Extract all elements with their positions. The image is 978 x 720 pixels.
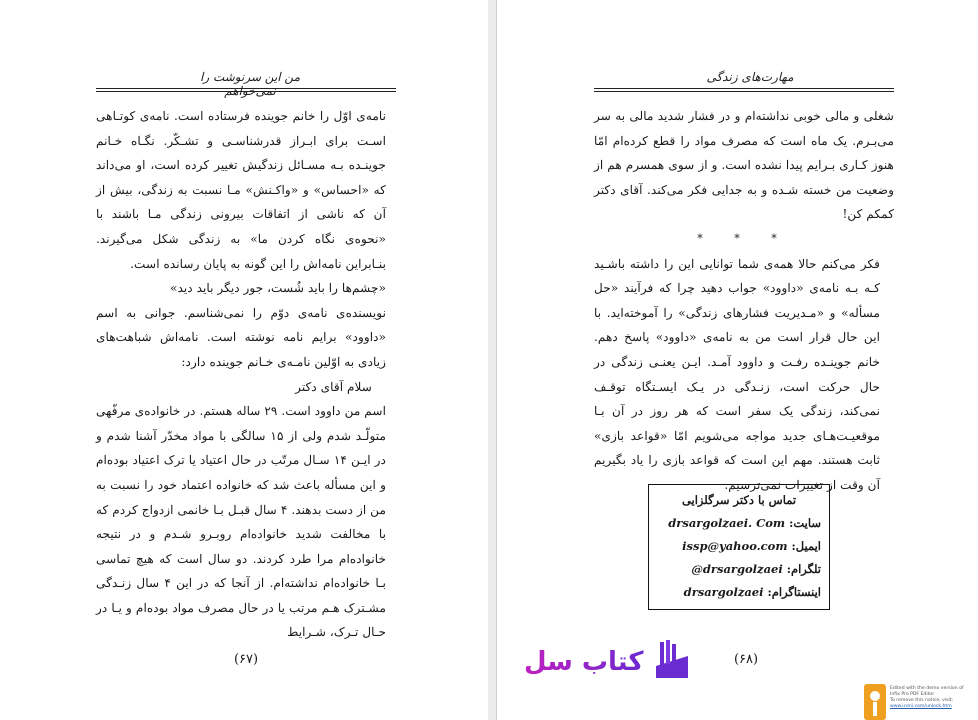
instagram-label: اینستاگرام: (767, 585, 821, 599)
ketab-sal-logo (520, 636, 692, 680)
left-page-number: (۶۷) (233, 652, 259, 667)
right-page-header: مهارت‌های زندگی (706, 70, 794, 84)
contact-title: تماس با دکتر سرگلزایی (681, 493, 797, 507)
right-paragraph-2: فکر می‌کنم حالا همه‌ی شما توانایی این را داشته باشـید کـه بـه نامه‌ی «داوود» جواب دهید چرا که فرآیند «حل مسأله» و «مـدیریت فشارهای زندگی» را آموخته‌اید. با این حال قرار است من به نامه‌ی «داوود» پاسخ دهم. خانم جوینـده رفـت و داوود آمـد. ایـن یعنـی زندگی در حال حرکت است، زنـدگی در یـک ایسـتگاه توقـف نمی‌کند، زندگی یک سفر است که هر روز در آن بـا موقعیـت‌هـای جدید مواجه می‌شویم امّا «قواعد بازی» ثابت هستند. مهم این است که قواعد بازی را یاد بگیریم آن وقت از تغییرات نمی‌ترسیم. (594, 256, 880, 492)
contact-email-row (657, 535, 821, 558)
infix-logo-icon (864, 684, 886, 720)
telegram-label: تلگرام: (786, 562, 821, 576)
page-gutter (488, 0, 496, 720)
right-paragraph-1: شغلی و مالی خوبی نداشته‌ام و در فشار شدید مالی به سر می‌بـرم. یک ماه است که مصرف مواد را قطع کرده‌ام امّا هنوز کـاری بـرایم پیدا نشده است. و از سوی همسرم هم از وضعیت من خسته شـده و به جدایی فکر می‌کند. آقای دکتر کمکم کن! (594, 109, 894, 222)
email-link[interactable]: issp@yahoo.com (682, 539, 788, 553)
site-label: سایت: (789, 516, 821, 530)
instagram-handle[interactable]: drsargolzaei (683, 585, 764, 599)
left-greeting: سلام آقای دکتر (295, 379, 372, 394)
contact-telegram-row (657, 558, 821, 581)
email-label: ایمیل: (791, 539, 821, 553)
left-page-header: من این سرنوشت را نمی‌خواهم (200, 70, 300, 98)
book-icon (656, 640, 688, 678)
left-paragraph-1: نامه‌ی اوّل را خانم جوینده فرستاده است. نامه‌ی کوتـاهی اسـت برای ابـراز قدرشناسـی و تشـکّر. نگـاه خـانم جوینـده بـه مسـائل زندگیش تغییر کرده است، او می‌داند که «احساس» و «واکـنش» مـا نسبت به زندگی، بیش از آن که ناشی از اتفاقات بیرونی زندگی مـا باشند با «نحوه‌ی نگاه کردن ما» به زندگی شکل می‌گیرند. بنـابراین نامه‌اش را این گونه به پایان رسانده است. (96, 109, 386, 271)
section-separator: * * * (697, 231, 791, 245)
left-quote: «چشم‌ها را باید شُست، جور دیگر باید دید» (170, 281, 386, 296)
contact-instagram-row (657, 581, 821, 604)
notice-text (890, 686, 964, 710)
right-header-rule (594, 88, 894, 92)
notice-link[interactable]: www.iceni.com/unlock.htm (890, 704, 952, 709)
editor-notice (864, 684, 978, 720)
telegram-handle[interactable]: @drsargolzaei (691, 562, 783, 576)
left-header-rule (96, 88, 396, 92)
contact-site-row (657, 512, 821, 535)
site-link[interactable]: drsargolzaei. Com (668, 516, 786, 530)
notice-line-3: To remove this notice, visit: (890, 698, 954, 703)
notice-line-1: Edited with the demo version of (890, 686, 964, 691)
logo-text: کتاب سل (524, 647, 644, 677)
left-paragraph-3: اسم من داوود است. ۲۹ ساله هستم. در خانواده‌ی مرفّهی متولّـد شدم ولی از ۱۵ سالگی با مواد مخدّر آشنا شدم و در ایـن ۱۴ سـال مرتّب در حال اعتیاد یا ترک اعتیاد بوده‌ام و این مسأله باعث شد که خانواده اعتماد خود را نسبت به من از دست بدهند. ۴ سال قبـل بـا خانمی ازدواج کردم که با مخالفت شدید خانواده‌ام روبـرو شـدم و در نتیجه خانواده‌ام مرا طرد کردند. دو سال است که هیچ تماسی بـا خانواده‌ام نداشته‌ام. از آنجا که در این ۴ سال زنـدگی مشـترک هـم مرتب یا در حال مصرف مواد بوده‌ام و یـا در حـال تـرک، شـرایط (96, 404, 386, 640)
right-page-number: (۶۸) (733, 652, 759, 667)
right-page-body (594, 104, 894, 498)
left-page-body (96, 104, 400, 645)
left-paragraph-2: نویسنده‌ی نامه‌ی دوّم را نمی‌شناسم. جوانی به اسم «داوود» برایم نامه نوشته است. نامه‌اش شباهت‌های زیادی به اوّلین نامـه‌ی خـانم جوینده دارد: (96, 305, 386, 369)
contact-box (648, 484, 830, 610)
notice-line-2: Infix Pro PDF Editor (890, 692, 935, 697)
